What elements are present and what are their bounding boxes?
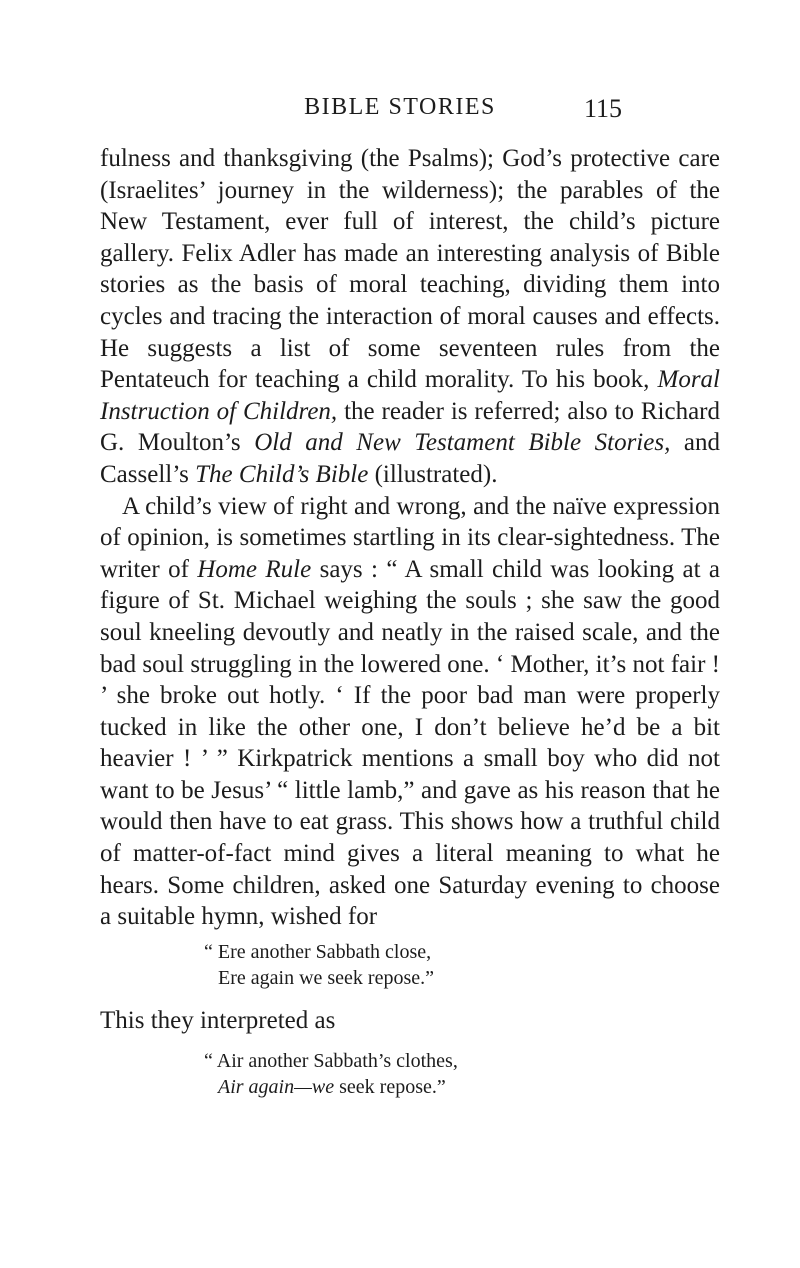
misheard-line-2-italic: Air again—we <box>218 1076 335 1099</box>
book-title-bible-stories: Old and New Testament Bible Stories, <box>254 429 671 457</box>
paragraph-1-text-1: fulness and thanksgiving (the Psalms); God’s protective care (Israelites’ journey in the wilderness); the parables of the New Testament, ever full of interest, the child’s picture gallery. Felix Adler has made an interesting analysis of Bible stories as the basis of moral teaching, dividing them into cycles and tracing the interaction of moral causes and effects. He suggests a list of some seventeen rules from the Pentateuch for teaching a child morality. To his book, <box>100 145 720 394</box>
paragraph-2-text-1: A child’s view of right and wrong, and the naïve expression of opinion, is sometimes startling in its clear-sightedness. The writer of <box>100 492 720 583</box>
misheard-line-1: “ Air another Sabbath’s clothes, <box>204 1050 458 1073</box>
paragraph-1-text-3: and Cassell’s <box>100 429 720 488</box>
interpretation-intro: This they interpreted as <box>100 1006 336 1034</box>
hymn-line-2: Ere again we seek repose.” <box>218 966 434 989</box>
book-title-moral-instruction: Moral Instruction of Children, <box>100 366 720 425</box>
book-title-childs-bible: The Child’s Bible <box>195 460 369 488</box>
hymn-quote <box>100 939 720 991</box>
running-title: BIBLE STORIES <box>304 94 496 120</box>
paragraph-2 <box>100 491 720 933</box>
body-text <box>100 143 720 1114</box>
paragraph-1 <box>100 143 720 491</box>
misheard-line-2-text: seek repose.” <box>334 1076 446 1099</box>
paragraph-1-text-2: the reader is referred; also to Richard G. Moulton’s <box>100 397 720 457</box>
paragraph-1-text-4: (illustrated). <box>368 460 498 488</box>
misheard-line-2 <box>204 1074 720 1100</box>
paragraph-2-text-2: says : “ A small child was looking at a figure of St. Michael weighing the souls ; she saw the good soul kneeling devoutly and neatly in the raised scale, and the bad soul struggling in the lowered one. ‘ Mother, it’s not fair ! ’ she broke out hotly. ‘ If the poor bad man were properly tucked in like the other one, I don’t believe he’d be a bit heavier ! ’ ” Kirkpatrick mentions a small boy who did not want to be Jesus’ “ little lamb,” and gave as his reason that he would then have to eat grass. This shows how a truthful child of matter-of-fact mind gives a literal meaning to what he hears. Some children, asked one Saturday evening to choose a suitable hymn, wished for <box>100 555 720 931</box>
misheard-quote <box>100 1048 720 1100</box>
running-head <box>0 92 800 122</box>
book-title-home-rule: Home Rule <box>197 555 312 583</box>
page-number: 115 <box>583 94 622 123</box>
hymn-line-1: “ Ere another Sabbath close, <box>204 940 432 963</box>
